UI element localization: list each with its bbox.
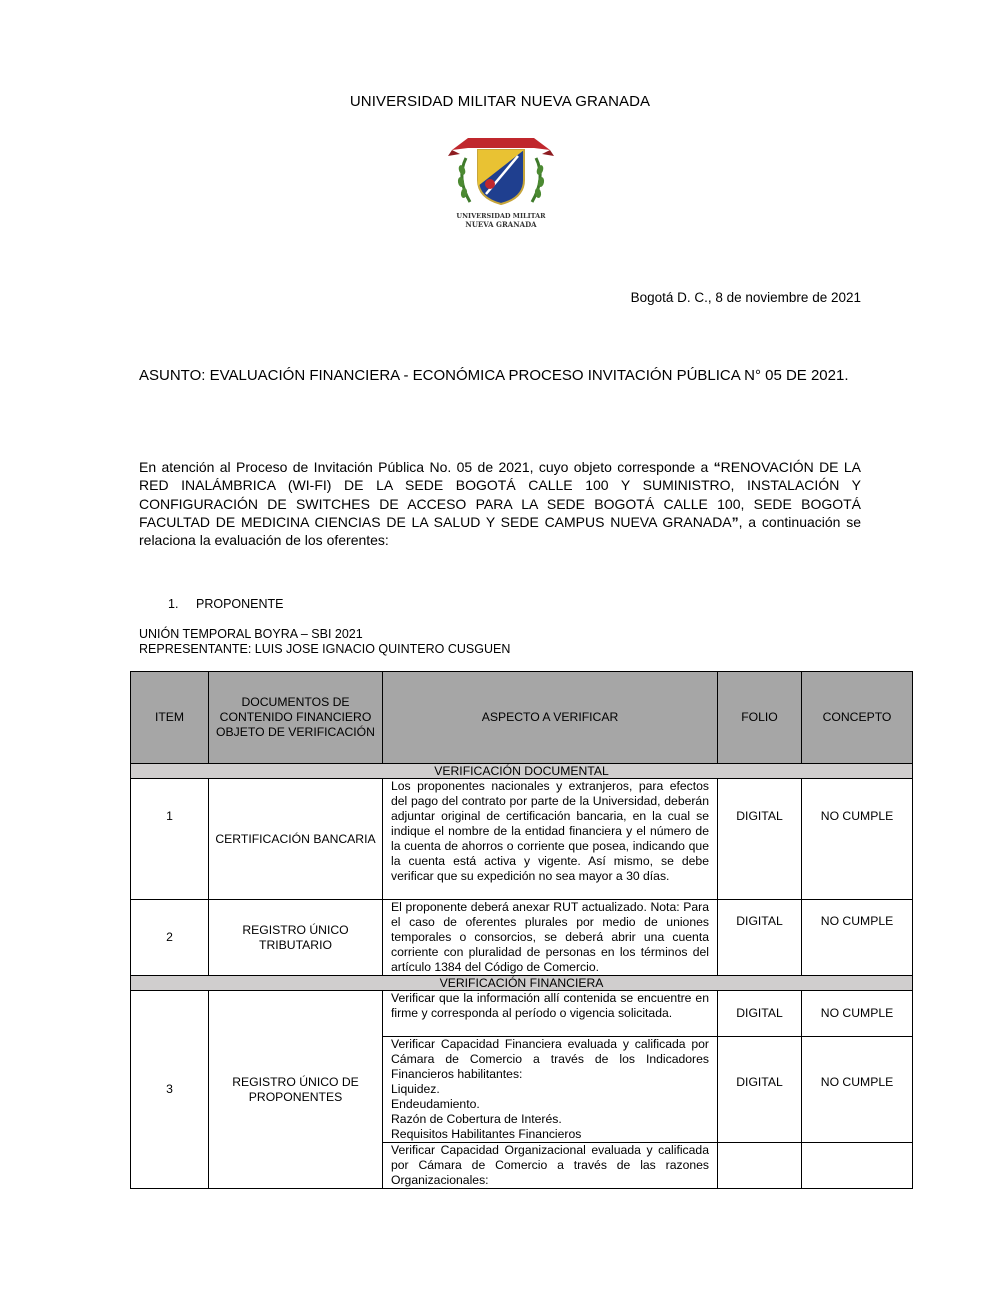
header-folio: FOLIO — [718, 672, 802, 764]
university-title: UNIVERSIDAD MILITAR NUEVA GRANADA — [349, 93, 651, 110]
row3-sub2-concept: NO CUMPLE — [802, 1037, 913, 1143]
row3-sub3-concept — [802, 1143, 913, 1189]
intro-after: , a continuación se relaciona la evaluación de los oferentes: — [139, 513, 861, 549]
table-header-row — [131, 672, 913, 764]
row3-sub1-aspect: Verificar que la información allí contenida se encuentre en firme y corresponda al período o vigencia solicitada. — [383, 991, 718, 1037]
band-row-financiera — [131, 976, 913, 991]
band-documental: VERIFICACIÓN DOCUMENTAL — [131, 764, 913, 779]
logo-ribbon — [452, 138, 550, 150]
table-row — [131, 779, 913, 900]
row3-sub3-aspect: Verificar Capacidad Organizacional evaluada y calificada por Cámara de Comercio a través de las razones Organizacionales: — [383, 1143, 718, 1189]
proponent-name: UNIÓN TEMPORAL BOYRA – SBI 2021 — [139, 627, 363, 641]
logo-text-line2: NUEVA GRANADA — [465, 220, 537, 229]
row3-sub1-folio: DIGITAL — [718, 991, 802, 1037]
row3-sub2-folio: DIGITAL — [718, 1037, 802, 1143]
evaluation-table — [130, 671, 913, 1189]
row1-item: 1 — [131, 779, 209, 900]
row2-folio: DIGITAL — [718, 900, 802, 976]
university-logo — [448, 128, 554, 234]
row1-document: CERTIFICACIÓN BANCARIA — [209, 779, 383, 900]
row2-concept: NO CUMPLE — [802, 900, 913, 976]
row2-document: REGISTRO ÚNICO TRIBUTARIO — [209, 900, 383, 976]
intro-before: En atención al Proceso de Invitación Pública No. 05 de 2021, cuyo objeto corresponde a — [139, 459, 714, 475]
row3-item: 3 — [131, 991, 209, 1189]
row2-aspect: El proponente deberá anexar RUT actualizado. Nota: Para el caso de oferentes plurales por medio de uniones temporales o consorcios, se deberá abrir una cuenta corriente con pluralidad de personas en los términos del artículo 1384 del Código de Comercio. — [383, 900, 718, 976]
table-row — [131, 991, 913, 1037]
header-aspect: ASPECTO A VERIFICAR — [383, 672, 718, 764]
row1-aspect: Los proponentes nacionales y extranjeros, para efectos del pago del contrato por parte de la Universidad, deberán adjuntar original de certificación bancaria, en la cual se indique el nombre de la entidad financiera y el número de la cuenta de ahorros o corriente que posea, indicando que la cuenta está activa y vigente. Así mismo, se debe verificar que su expedición no sea mayor a 30 días. — [383, 779, 718, 900]
intro-close-quote: ” — [731, 513, 739, 530]
band-row-documental — [131, 764, 913, 779]
row3-sub2-aspect — [383, 1037, 718, 1143]
proponent-representative: REPRESENTANTE: LUIS JOSE IGNACIO QUINTERO CUSGUEN — [139, 642, 511, 656]
header-documents: DOCUMENTOS DE CONTENIDO FINANCIERO OBJETO DE VERIFICACIÓN — [209, 672, 383, 764]
section-number: 1. — [168, 597, 179, 611]
intro-object: RENOVACIÓN DE LA RED INALÁMBRICA (WI-FI) DE LA SEDE BOGOTÁ CALLE 100 Y SUMINISTRO, INSTALACIÓN Y CONFIGURACIÓN DE SWITCHES DE ACCESO PARA LA SEDE BOGOTÁ CALLE 100, SEDE BOGOTÁ FACULTAD DE MEDICINA CIENCIAS DE LA SALUD Y SEDE CAMPUS NUEVA GRANADA — [139, 459, 861, 530]
row1-concept: NO CUMPLE — [802, 779, 913, 900]
row3-sub2-item: Endeudamiento. — [391, 1097, 480, 1111]
header-item: ITEM — [131, 672, 209, 764]
section-heading — [168, 597, 284, 611]
row3-sub2-item: Requisitos Habilitantes Financieros — [391, 1127, 582, 1141]
row3-sub1-concept: NO CUMPLE — [802, 991, 913, 1037]
row3-sub2-item: Razón de Cobertura de Interés. — [391, 1112, 562, 1126]
band-financiera: VERIFICACIÓN FINANCIERA — [131, 976, 913, 991]
table-row — [131, 900, 913, 976]
row3-sub3-folio — [718, 1143, 802, 1189]
date-line: Bogotá D. C., 8 de noviembre de 2021 — [630, 290, 861, 305]
row3-sub2-text: Verificar Capacidad Financiera evaluada y calificada por Cámara de Comercio a través de los Indicadores Financieros habilitantes: — [391, 1037, 709, 1081]
logo-text-line1: UNIVERSIDAD MILITAR — [456, 212, 546, 220]
section-title: PROPONENTE — [196, 597, 284, 611]
intro-paragraph — [139, 458, 861, 549]
intro-open-quote: “ — [713, 459, 721, 475]
header-concept: CONCEPTO — [802, 672, 913, 764]
row1-folio: DIGITAL — [718, 779, 802, 900]
row3-sub2-item: Liquidez. — [391, 1082, 440, 1096]
subject-line: ASUNTO: EVALUACIÓN FINANCIERA - ECONÓMICA PROCESO INVITACIÓN PÚBLICA N° 05 DE 2021. — [139, 367, 849, 384]
row2-item: 2 — [131, 900, 209, 976]
row3-document: REGISTRO ÚNICO DE PROPONENTES — [209, 991, 383, 1189]
